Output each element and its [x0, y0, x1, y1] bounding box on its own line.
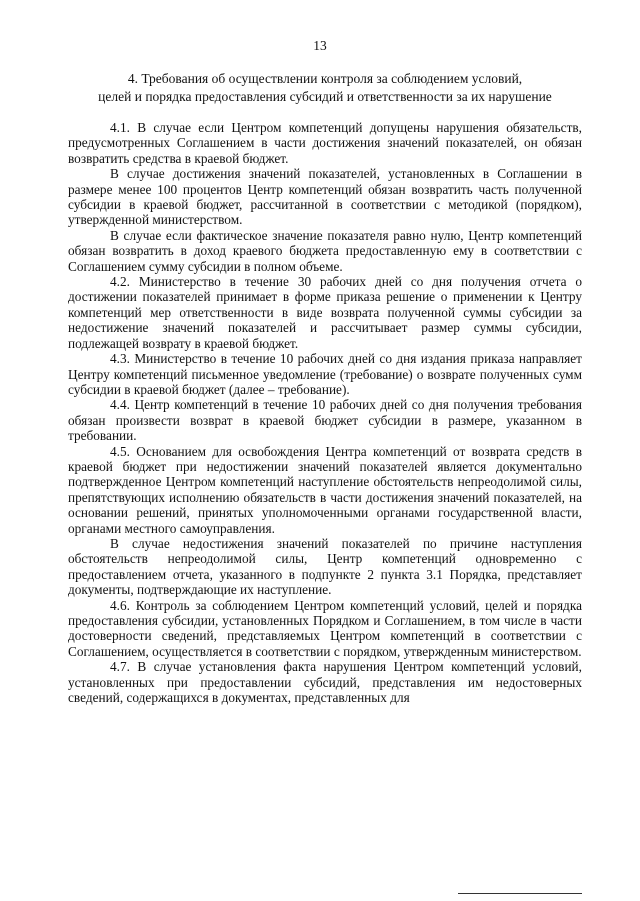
footer-divider [458, 893, 582, 894]
paragraph-4-5: 4.5. Основанием для освобождения Центра компетенций от возврата средств в краевой бюджет при недостижении значений показателей является документально подтвержденное Центром компетенций наступление обстоятельств непреодолимой силы, препятствующих исполнению обязательств в части достижения значений показателей, на основании решений, принятых уполномоченными органами государственной власти, органами местного самоуправления. [68, 443, 582, 536]
section-title [68, 70, 582, 106]
body-text [68, 120, 582, 705]
paragraph-4-4: 4.4. Центр компетенций в течение 10 рабочих дней со дня получения требования обязан произвести возврат в краевой бюджет субсидии в размере, указанном в требовании. [68, 397, 582, 444]
section-title-line: целей и порядка предоставления субсидий и ответственности за их нарушение [98, 89, 552, 104]
paragraph-4-1: 4.1. В случае если Центром компетенций допущены нарушения обязательств, предусмотренных Соглашением в части достижения значений показателей, он обязан возвратить средства в краевой бюджет. [68, 120, 582, 166]
paragraph-4-2: 4.2. Министерство в течение 30 рабочих дней со дня получения отчета о достижении показателей принимает в форме приказа решение о применении к Центру компетенций мер ответственности в виде возврата полученной суммы субсидии за недостижение значений показателей и рассчитывает размер суммы субсидии, подлежащей возврату в краевой бюджет. [68, 274, 582, 351]
paragraph-zero-value: В случае если фактическое значение показателя равно нулю, Центр компетенций обязан возвратить в доход краевого бюджета предоставленную ему в соответствии с Соглашением сумму субсидии в полном объеме. [68, 227, 582, 274]
paragraph-4-3: 4.3. Министерство в течение 10 рабочих дней со дня издания приказа направляет Центру компетенций письменное уведомление (требование) о возврате полученных сумм субсидии в краевой бюджет (далее – требование). [68, 351, 582, 397]
paragraph-4-6: 4.6. Контроль за соблюдением Центром компетенций условий, целей и порядка предоставления субсидии, установленных Порядком и Соглашением, в том числе в части достоверности сведений, представляемых Центром компетенций в соответствии с Соглашением, осуществляется в соответствии с порядком, утвержденным министерством. [68, 597, 582, 659]
paragraph-force-majeure: В случае недостижения значений показателей по причине наступления обстоятельств непреодолимой силы, Центр компетенций одновременно с предоставлением отчета, указанного в подпункте 2 пункта 3.1 Порядка, представляет документы, подтверждающие их наступление. [68, 535, 582, 598]
page-number: 13 [313, 38, 327, 53]
paragraph-4-7: 4.7. В случае установления факта нарушения Центром компетенций условий, установленных при предоставлении субсидий, представления им недостоверных сведений, содержащихся в документах, представленных для [68, 659, 582, 706]
paragraph-partial-achievement: В случае достижения значений показателей, установленных в Соглашении в размере менее 100 процентов Центр компетенций обязан возвратить часть полученной субсидии в краевой бюджет, рассчитанной в соответствии с методикой (порядком), утвержденной министерством. [68, 166, 582, 228]
section-title-line: 4. Требования об осуществлении контроля за соблюдением условий, [127, 71, 523, 86]
